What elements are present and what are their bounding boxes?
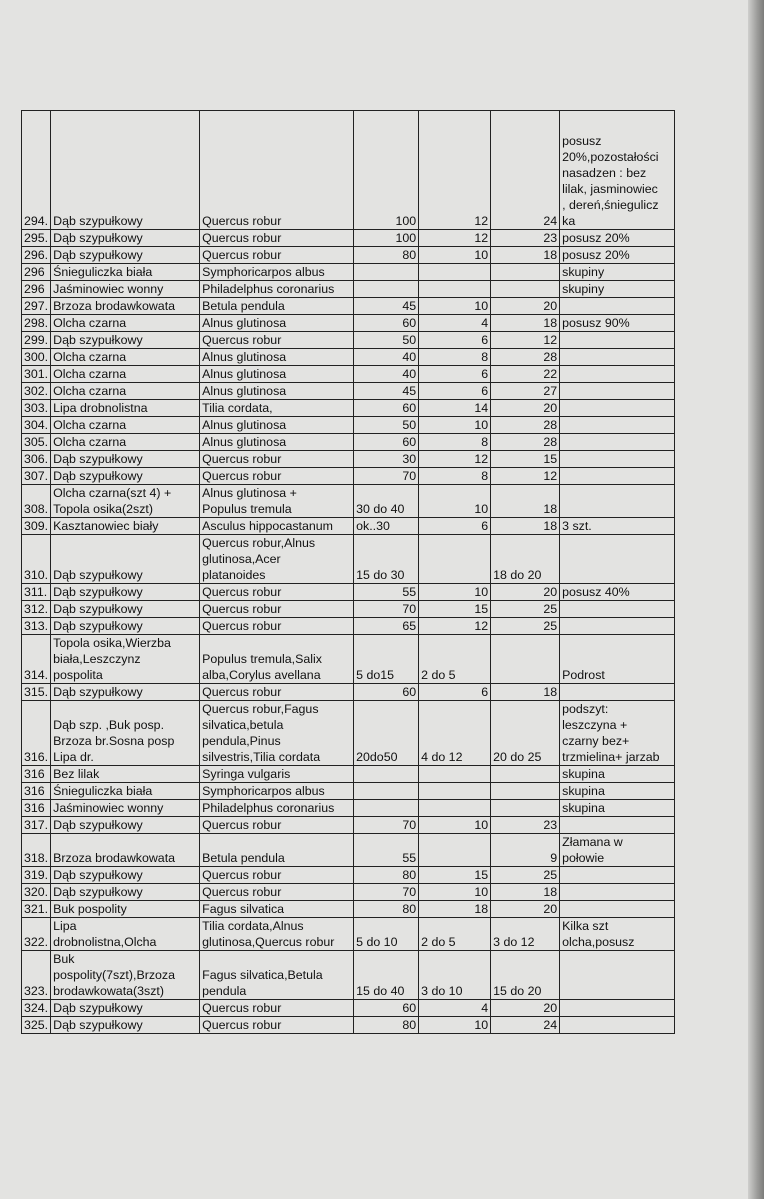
cell-remarks: [560, 468, 675, 485]
cell-crown-diameter: 15: [491, 451, 560, 468]
table-body: [22, 111, 675, 1034]
cell-trunk-circumference: 50: [354, 417, 419, 434]
table-row: [22, 264, 675, 281]
cell-height: 10: [419, 1017, 491, 1034]
cell-height: [419, 766, 491, 783]
cell-trunk-circumference: 80: [354, 247, 419, 264]
cell-latin-name: Symphoricarpos albus: [200, 783, 354, 800]
cell-crown-diameter: 18: [491, 518, 560, 535]
cell-polish-name: Dąb szypułkowy: [51, 618, 200, 635]
table-row: [22, 332, 675, 349]
cell-row-number: 303.: [22, 400, 51, 417]
cell-row-number: 313.: [22, 618, 51, 635]
cell-crown-diameter: 25: [491, 867, 560, 884]
cell-height: [419, 800, 491, 817]
cell-polish-name: Śnieguliczka biała: [51, 783, 200, 800]
cell-remarks: [560, 601, 675, 618]
cell-polish-name: Olcha czarna: [51, 315, 200, 332]
cell-crown-diameter: 28: [491, 349, 560, 366]
cell-polish-name: Dąb szypułkowy: [51, 451, 200, 468]
cell-remarks: skupina: [560, 800, 675, 817]
cell-remarks: [560, 684, 675, 701]
cell-remarks: posusz 90%: [560, 315, 675, 332]
cell-trunk-circumference: 45: [354, 298, 419, 315]
table-row: [22, 783, 675, 800]
cell-crown-diameter: 24: [491, 1017, 560, 1034]
cell-remarks: posusz 20%,pozostałości nasadzen : bez lilak, jasminowiec , dereń,śniegulicz ka: [560, 111, 675, 230]
table-row: [22, 247, 675, 264]
cell-trunk-circumference: 20do50: [354, 701, 419, 766]
cell-latin-name: Quercus robur,Fagus silvatica,betula pendula,Pinus silvestris,Tilia cordata: [200, 701, 354, 766]
cell-trunk-circumference: [354, 281, 419, 298]
cell-crown-diameter: 9: [491, 834, 560, 867]
cell-polish-name: Olcha czarna: [51, 434, 200, 451]
cell-height: 12: [419, 111, 491, 230]
cell-remarks: 3 szt.: [560, 518, 675, 535]
cell-trunk-circumference: 70: [354, 817, 419, 834]
cell-crown-diameter: 23: [491, 230, 560, 247]
cell-polish-name: Jaśminowiec wonny: [51, 281, 200, 298]
cell-trunk-circumference: 60: [354, 315, 419, 332]
cell-crown-diameter: [491, 800, 560, 817]
cell-latin-name: Quercus robur: [200, 684, 354, 701]
cell-height: 8: [419, 468, 491, 485]
cell-latin-name: Quercus robur: [200, 247, 354, 264]
cell-crown-diameter: 18: [491, 684, 560, 701]
cell-remarks: posusz 20%: [560, 230, 675, 247]
cell-height: 10: [419, 584, 491, 601]
cell-row-number: 325.: [22, 1017, 51, 1034]
cell-remarks: [560, 817, 675, 834]
cell-crown-diameter: 20 do 25: [491, 701, 560, 766]
cell-crown-diameter: 27: [491, 383, 560, 400]
table-row: [22, 230, 675, 247]
tree-inventory-table: [21, 110, 675, 1034]
cell-row-number: 302.: [22, 383, 51, 400]
cell-remarks: [560, 485, 675, 518]
cell-polish-name: Dąb szypułkowy: [51, 468, 200, 485]
cell-height: 3 do 10: [419, 951, 491, 1000]
cell-row-number: 316: [22, 783, 51, 800]
cell-row-number: 301.: [22, 366, 51, 383]
cell-row-number: 320.: [22, 884, 51, 901]
cell-remarks: [560, 867, 675, 884]
cell-crown-diameter: 22: [491, 366, 560, 383]
cell-row-number: 296: [22, 264, 51, 281]
cell-latin-name: Quercus robur: [200, 817, 354, 834]
cell-trunk-circumference: 45: [354, 383, 419, 400]
table-row: [22, 535, 675, 584]
cell-remarks: posusz 20%: [560, 247, 675, 264]
cell-height: 10: [419, 247, 491, 264]
cell-latin-name: Quercus robur: [200, 1000, 354, 1017]
cell-crown-diameter: 20: [491, 298, 560, 315]
cell-remarks: [560, 332, 675, 349]
cell-row-number: 314.: [22, 635, 51, 684]
cell-latin-name: Quercus robur: [200, 332, 354, 349]
cell-crown-diameter: 20: [491, 584, 560, 601]
cell-row-number: 310.: [22, 535, 51, 584]
cell-crown-diameter: 12: [491, 468, 560, 485]
cell-height: 4: [419, 1000, 491, 1017]
cell-latin-name: Populus tremula,Salix alba,Corylus avellana: [200, 635, 354, 684]
cell-remarks: [560, 901, 675, 918]
cell-crown-diameter: 25: [491, 601, 560, 618]
table-row: [22, 951, 675, 1000]
cell-polish-name: Brzoza brodawkowata: [51, 834, 200, 867]
cell-latin-name: Alnus glutinosa: [200, 315, 354, 332]
cell-crown-diameter: 20: [491, 1000, 560, 1017]
cell-remarks: skupina: [560, 783, 675, 800]
cell-polish-name: Dąb szypułkowy: [51, 817, 200, 834]
cell-remarks: [560, 349, 675, 366]
cell-crown-diameter: 15 do 20: [491, 951, 560, 1000]
cell-trunk-circumference: 80: [354, 867, 419, 884]
cell-trunk-circumference: [354, 783, 419, 800]
cell-height: 10: [419, 298, 491, 315]
cell-height: 2 do 5: [419, 918, 491, 951]
table-row: [22, 518, 675, 535]
cell-latin-name: Quercus robur: [200, 1017, 354, 1034]
cell-row-number: 308.: [22, 485, 51, 518]
cell-remarks: Podrost: [560, 635, 675, 684]
table-row: [22, 701, 675, 766]
cell-latin-name: Philadelphus coronarius: [200, 281, 354, 298]
cell-trunk-circumference: 80: [354, 1017, 419, 1034]
cell-latin-name: Betula pendula: [200, 298, 354, 315]
cell-latin-name: Fagus silvatica,Betula pendula: [200, 951, 354, 1000]
cell-polish-name: Olcha czarna: [51, 417, 200, 434]
cell-height: [419, 535, 491, 584]
table-row: [22, 485, 675, 518]
cell-polish-name: Olcha czarna: [51, 349, 200, 366]
cell-row-number: 311.: [22, 584, 51, 601]
cell-latin-name: Symphoricarpos albus: [200, 264, 354, 281]
cell-row-number: 318.: [22, 834, 51, 867]
cell-crown-diameter: 28: [491, 417, 560, 434]
cell-latin-name: Quercus robur: [200, 468, 354, 485]
cell-remarks: podszyt: leszczyna + czarny bez+ trzmielina+ jarzab: [560, 701, 675, 766]
cell-crown-diameter: 24: [491, 111, 560, 230]
cell-remarks: Złamana w połowie: [560, 834, 675, 867]
table-row: [22, 111, 675, 230]
cell-row-number: 316: [22, 766, 51, 783]
table-row: [22, 618, 675, 635]
cell-trunk-circumference: 5 do15: [354, 635, 419, 684]
cell-trunk-circumference: 100: [354, 230, 419, 247]
cell-latin-name: Alnus glutinosa: [200, 417, 354, 434]
cell-remarks: skupiny: [560, 264, 675, 281]
cell-trunk-circumference: ok..30: [354, 518, 419, 535]
cell-polish-name: Dąb szypułkowy: [51, 535, 200, 584]
cell-polish-name: Dąb szypułkowy: [51, 601, 200, 618]
cell-latin-name: Quercus robur: [200, 451, 354, 468]
cell-polish-name: Dąb szypułkowy: [51, 1017, 200, 1034]
cell-row-number: 324.: [22, 1000, 51, 1017]
cell-row-number: 296.: [22, 247, 51, 264]
cell-height: 6: [419, 518, 491, 535]
cell-remarks: skupina: [560, 766, 675, 783]
table-row: [22, 1017, 675, 1034]
cell-polish-name: Dąb szypułkowy: [51, 884, 200, 901]
cell-polish-name: Brzoza brodawkowata: [51, 298, 200, 315]
cell-crown-diameter: 18: [491, 485, 560, 518]
cell-row-number: 316.: [22, 701, 51, 766]
cell-crown-diameter: 20: [491, 901, 560, 918]
cell-latin-name: Syringa vulgaris: [200, 766, 354, 783]
cell-row-number: 297.: [22, 298, 51, 315]
cell-row-number: 317.: [22, 817, 51, 834]
cell-polish-name: Dąb szypułkowy: [51, 247, 200, 264]
cell-latin-name: Quercus robur: [200, 884, 354, 901]
cell-polish-name: Buk pospolity(7szt),Brzoza brodawkowata(3szt): [51, 951, 200, 1000]
cell-remarks: skupiny: [560, 281, 675, 298]
table-row: [22, 349, 675, 366]
cell-latin-name: Asculus hippocastanum: [200, 518, 354, 535]
cell-polish-name: Olcha czarna: [51, 383, 200, 400]
cell-latin-name: Philadelphus coronarius: [200, 800, 354, 817]
cell-remarks: [560, 451, 675, 468]
cell-height: 18: [419, 901, 491, 918]
cell-height: [419, 281, 491, 298]
cell-remarks: [560, 400, 675, 417]
cell-row-number: 322.: [22, 918, 51, 951]
cell-polish-name: Topola osika,Wierzba biała,Leszczynz pospolita: [51, 635, 200, 684]
table-row: [22, 584, 675, 601]
cell-row-number: 323.: [22, 951, 51, 1000]
cell-trunk-circumference: 50: [354, 332, 419, 349]
cell-height: 10: [419, 817, 491, 834]
table-row: [22, 601, 675, 618]
table-row: [22, 867, 675, 884]
cell-polish-name: Dąb szypułkowy: [51, 867, 200, 884]
cell-polish-name: Olcha czarna(szt 4) + Topola osika(2szt): [51, 485, 200, 518]
cell-height: 2 do 5: [419, 635, 491, 684]
cell-polish-name: Dąb szypułkowy: [51, 111, 200, 230]
cell-row-number: 296: [22, 281, 51, 298]
cell-latin-name: Fagus silvatica: [200, 901, 354, 918]
cell-row-number: 298.: [22, 315, 51, 332]
cell-crown-diameter: [491, 635, 560, 684]
table-row: [22, 684, 675, 701]
cell-height: 10: [419, 417, 491, 434]
table-row: [22, 383, 675, 400]
cell-crown-diameter: [491, 264, 560, 281]
cell-latin-name: Alnus glutinosa: [200, 434, 354, 451]
cell-trunk-circumference: 40: [354, 349, 419, 366]
cell-trunk-circumference: 60: [354, 1000, 419, 1017]
cell-latin-name: Quercus robur: [200, 601, 354, 618]
cell-trunk-circumference: 15 do 40: [354, 951, 419, 1000]
cell-crown-diameter: 20: [491, 400, 560, 417]
cell-crown-diameter: 18: [491, 884, 560, 901]
cell-crown-diameter: 3 do 12: [491, 918, 560, 951]
cell-latin-name: Alnus glutinosa: [200, 366, 354, 383]
cell-remarks: Kilka szt olcha,posusz: [560, 918, 675, 951]
page-binding-edge: [748, 0, 764, 1199]
cell-remarks: [560, 535, 675, 584]
cell-trunk-circumference: 70: [354, 601, 419, 618]
table-row: [22, 281, 675, 298]
cell-remarks: [560, 366, 675, 383]
cell-row-number: 300.: [22, 349, 51, 366]
cell-trunk-circumference: 30 do 40: [354, 485, 419, 518]
cell-polish-name: Dąb szypułkowy: [51, 584, 200, 601]
table-row: [22, 766, 675, 783]
cell-crown-diameter: [491, 783, 560, 800]
cell-row-number: 319.: [22, 867, 51, 884]
cell-height: 14: [419, 400, 491, 417]
cell-latin-name: Alnus glutinosa + Populus tremula: [200, 485, 354, 518]
cell-height: 6: [419, 684, 491, 701]
table-row: [22, 817, 675, 834]
cell-trunk-circumference: 15 do 30: [354, 535, 419, 584]
cell-latin-name: Quercus robur: [200, 111, 354, 230]
cell-latin-name: Alnus glutinosa: [200, 349, 354, 366]
cell-latin-name: Quercus robur,Alnus glutinosa,Acer platanoides: [200, 535, 354, 584]
cell-height: [419, 834, 491, 867]
table-row: [22, 884, 675, 901]
cell-polish-name: Dąb szypułkowy: [51, 332, 200, 349]
cell-remarks: [560, 884, 675, 901]
table-row: [22, 834, 675, 867]
cell-remarks: [560, 434, 675, 451]
cell-polish-name: Dąb szypułkowy: [51, 684, 200, 701]
cell-polish-name: Lipa drobnolistna: [51, 400, 200, 417]
table-row: [22, 635, 675, 684]
cell-crown-diameter: 18: [491, 247, 560, 264]
cell-height: 6: [419, 366, 491, 383]
cell-row-number: 305.: [22, 434, 51, 451]
cell-height: 15: [419, 867, 491, 884]
cell-height: 4: [419, 315, 491, 332]
cell-remarks: [560, 298, 675, 315]
cell-trunk-circumference: [354, 800, 419, 817]
cell-trunk-circumference: 70: [354, 468, 419, 485]
cell-latin-name: Quercus robur: [200, 618, 354, 635]
cell-row-number: 309.: [22, 518, 51, 535]
cell-polish-name: Dąb szypułkowy: [51, 230, 200, 247]
table-row: [22, 468, 675, 485]
cell-trunk-circumference: [354, 766, 419, 783]
cell-crown-diameter: 18: [491, 315, 560, 332]
cell-polish-name: Kasztanowiec biały: [51, 518, 200, 535]
cell-polish-name: Jaśminowiec wonny: [51, 800, 200, 817]
cell-height: 4 do 12: [419, 701, 491, 766]
cell-height: 10: [419, 884, 491, 901]
cell-height: 8: [419, 349, 491, 366]
cell-height: 6: [419, 383, 491, 400]
cell-remarks: [560, 1000, 675, 1017]
cell-crown-diameter: 12: [491, 332, 560, 349]
cell-remarks: [560, 1017, 675, 1034]
table-row: [22, 800, 675, 817]
cell-remarks: [560, 618, 675, 635]
cell-trunk-circumference: 65: [354, 618, 419, 635]
cell-polish-name: Lipa drobnolistna,Olcha: [51, 918, 200, 951]
cell-latin-name: Quercus robur: [200, 230, 354, 247]
cell-crown-diameter: [491, 281, 560, 298]
cell-row-number: 299.: [22, 332, 51, 349]
cell-height: 15: [419, 601, 491, 618]
table-row: [22, 901, 675, 918]
cell-height: 8: [419, 434, 491, 451]
cell-crown-diameter: [491, 766, 560, 783]
cell-remarks: posusz 40%: [560, 584, 675, 601]
cell-row-number: 312.: [22, 601, 51, 618]
cell-latin-name: Quercus robur: [200, 867, 354, 884]
table-row: [22, 400, 675, 417]
cell-polish-name: Bez lilak: [51, 766, 200, 783]
cell-polish-name: Olcha czarna: [51, 366, 200, 383]
cell-trunk-circumference: 60: [354, 400, 419, 417]
cell-latin-name: Betula pendula: [200, 834, 354, 867]
cell-crown-diameter: 18 do 20: [491, 535, 560, 584]
cell-height: 6: [419, 332, 491, 349]
cell-latin-name: Quercus robur: [200, 584, 354, 601]
cell-height: [419, 264, 491, 281]
cell-row-number: 304.: [22, 417, 51, 434]
cell-polish-name: Dąb szypułkowy: [51, 1000, 200, 1017]
cell-trunk-circumference: 55: [354, 834, 419, 867]
cell-height: 12: [419, 618, 491, 635]
cell-trunk-circumference: 60: [354, 434, 419, 451]
cell-row-number: 306.: [22, 451, 51, 468]
cell-polish-name: Dąb szp. ,Buk posp. Brzoza br.Sosna posp Lipa dr.: [51, 701, 200, 766]
cell-crown-diameter: 28: [491, 434, 560, 451]
cell-trunk-circumference: 60: [354, 684, 419, 701]
cell-trunk-circumference: [354, 264, 419, 281]
cell-trunk-circumference: 5 do 10: [354, 918, 419, 951]
cell-latin-name: Tilia cordata,: [200, 400, 354, 417]
cell-row-number: 315.: [22, 684, 51, 701]
cell-remarks: [560, 417, 675, 434]
cell-height: [419, 783, 491, 800]
cell-remarks: [560, 951, 675, 1000]
cell-crown-diameter: 23: [491, 817, 560, 834]
cell-trunk-circumference: 55: [354, 584, 419, 601]
cell-height: 12: [419, 230, 491, 247]
table-row: [22, 451, 675, 468]
table-row: [22, 315, 675, 332]
cell-trunk-circumference: 100: [354, 111, 419, 230]
table-row: [22, 1000, 675, 1017]
cell-trunk-circumference: 80: [354, 901, 419, 918]
cell-row-number: 316: [22, 800, 51, 817]
table-row: [22, 918, 675, 951]
table-row: [22, 366, 675, 383]
cell-trunk-circumference: 30: [354, 451, 419, 468]
cell-trunk-circumference: 70: [354, 884, 419, 901]
table-row: [22, 298, 675, 315]
cell-row-number: 294.: [22, 111, 51, 230]
cell-latin-name: Alnus glutinosa: [200, 383, 354, 400]
cell-remarks: [560, 383, 675, 400]
cell-crown-diameter: 25: [491, 618, 560, 635]
cell-latin-name: Tilia cordata,Alnus glutinosa,Quercus robur: [200, 918, 354, 951]
cell-row-number: 295.: [22, 230, 51, 247]
table-row: [22, 434, 675, 451]
cell-polish-name: Śnieguliczka biała: [51, 264, 200, 281]
cell-trunk-circumference: 40: [354, 366, 419, 383]
table-row: [22, 417, 675, 434]
cell-row-number: 321.: [22, 901, 51, 918]
cell-height: 10: [419, 485, 491, 518]
cell-row-number: 307.: [22, 468, 51, 485]
cell-height: 12: [419, 451, 491, 468]
cell-polish-name: Buk pospolity: [51, 901, 200, 918]
